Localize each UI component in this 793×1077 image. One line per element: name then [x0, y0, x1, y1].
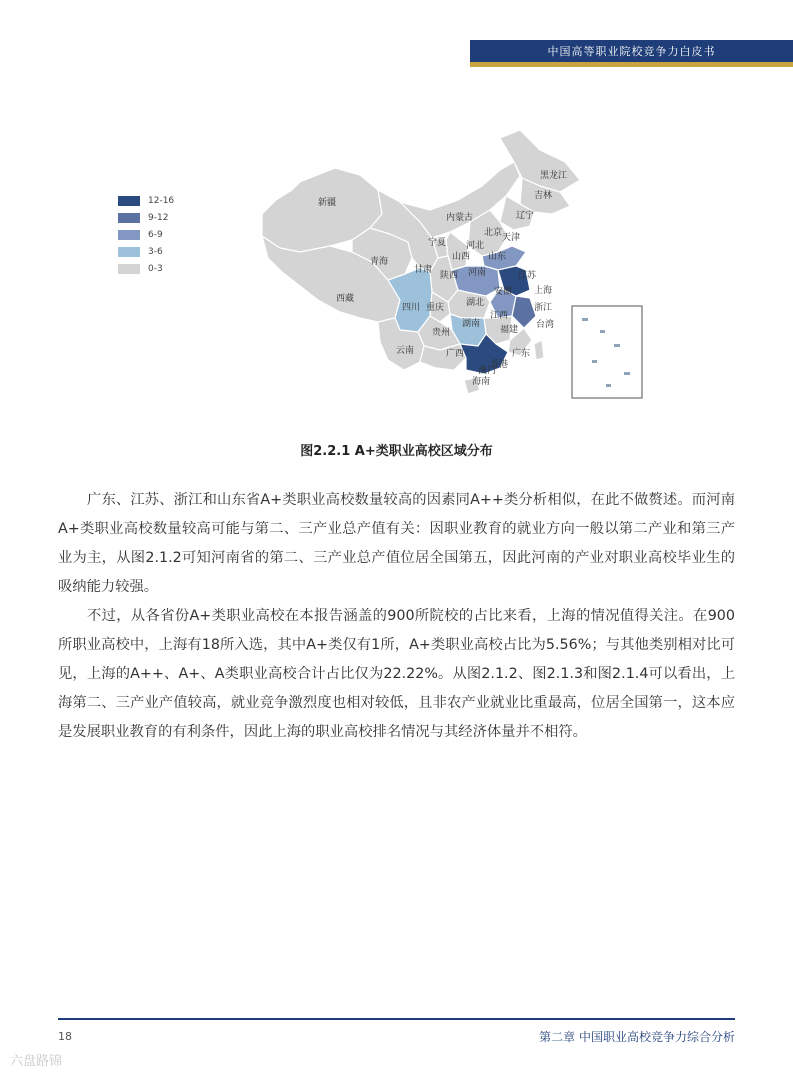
- chapter-title: 第二章 中国职业高校竞争力综合分析: [539, 1030, 735, 1044]
- figure-caption: 图2.2.1 A+类职业高校区域分布: [300, 444, 493, 459]
- map-label-shaanxi: 陕西: [440, 271, 459, 281]
- legend-label: 3-6: [148, 246, 163, 257]
- map-label-tianjin: 天津: [502, 233, 521, 243]
- map-label-yunnan: 云南: [396, 346, 415, 356]
- watermark: 六盘路锦: [10, 1054, 63, 1069]
- map-label-aomen: 澳门: [478, 366, 497, 376]
- paragraph: 广东、江苏、浙江和山东省A+类职业高校数量较高的因素同A++类分析相似，在此不做赘述。而河南A+类职业高校数量较高可能与第二、三产业总产值有关：因职业教育的就业方向一般以第二产业和第三产业为主，从图2.1.2可知河南省的第二、三产业总产值位居全国第五，因此河南的产业对职业高校毕业生的吸纳能力较强。: [58, 492, 735, 595]
- map-label-gansu: 甘肃: [414, 265, 433, 275]
- map-label-taiwan: 台湾: [536, 320, 555, 330]
- map-label-jiangsu: 江苏: [518, 271, 537, 281]
- paragraph: 不过，从各省份A+类职业高校在本报告涵盖的900所院校的占比来看，上海的情况值得关注。在900所职业高校中，上海有18所入选，其中A+类仅有1所，A+类职业高校占比为5.56%；与其他类别相对比可见，上海的A++、A+、A类职业高校合计占比仅为22.22%。从图2.1.2、图2.1.3和图2.1.4可以看出，上海第二、三产业产值较高，就业竞争激烈度也相对较低，且非农产业就业比重最高，位居全国第一，这本应是发展职业教育的有利条件，因此上海的职业高校排名情况与其经济体量并不相符。: [58, 608, 735, 740]
- legend-label: 9-12: [148, 212, 169, 223]
- map-label-neimenggu: 内蒙古: [446, 213, 474, 223]
- map-label-shanghai: 上海: [534, 286, 553, 296]
- map-label-xizang: 西藏: [336, 294, 355, 304]
- map-label-ningxia: 宁夏: [428, 238, 447, 248]
- page-number: 18: [58, 1030, 72, 1043]
- region-zhejiang: [512, 296, 536, 328]
- map-label-heilongjiang: 黑龙江: [540, 171, 568, 181]
- legend-label: 0-3: [148, 263, 163, 274]
- map-label-xinjiang: 新疆: [318, 198, 337, 208]
- map-label-hainan: 海南: [472, 377, 491, 387]
- footer-divider: [58, 1018, 735, 1020]
- map-label-fujian: 福建: [500, 325, 519, 335]
- header-title: 中国高等职业院校竞争力白皮书: [470, 40, 793, 62]
- map-label-hunan: 湖南: [462, 319, 481, 329]
- map-label-guangxi: 广西: [446, 349, 465, 359]
- map-label-shandong: 山东: [488, 252, 507, 262]
- map-label-sichuan: 四川: [402, 303, 421, 313]
- map-label-jiangxi: 江西: [490, 311, 509, 321]
- map-label-guizhou: 贵州: [432, 328, 451, 338]
- map-label-anhui: 安徽: [494, 287, 513, 297]
- map-label-liaoning: 辽宁: [516, 211, 535, 221]
- map-label-zhejiang: 浙江: [534, 303, 553, 313]
- legend-label: 12-16: [148, 195, 175, 206]
- map-label-qinghai: 青海: [370, 257, 389, 267]
- legend-label: 6-9: [148, 229, 163, 240]
- map-label-guangdong: 广东: [512, 349, 531, 359]
- map-label-jilin: 吉林: [534, 191, 553, 201]
- body-text: [58, 486, 735, 747]
- map-label-chongqing: 重庆: [426, 303, 445, 313]
- map-label-beijing: 北京: [484, 228, 503, 238]
- map-label-henan: 河南: [468, 268, 487, 278]
- region-taiwan: [534, 340, 544, 360]
- map-label-shanxi: 山西: [452, 252, 471, 262]
- map-label-hebei: 河北: [466, 241, 485, 251]
- map-label-xianggang: 香港: [490, 360, 509, 370]
- map-label-hubei: 湖北: [466, 298, 485, 308]
- china-map: [0, 0, 793, 440]
